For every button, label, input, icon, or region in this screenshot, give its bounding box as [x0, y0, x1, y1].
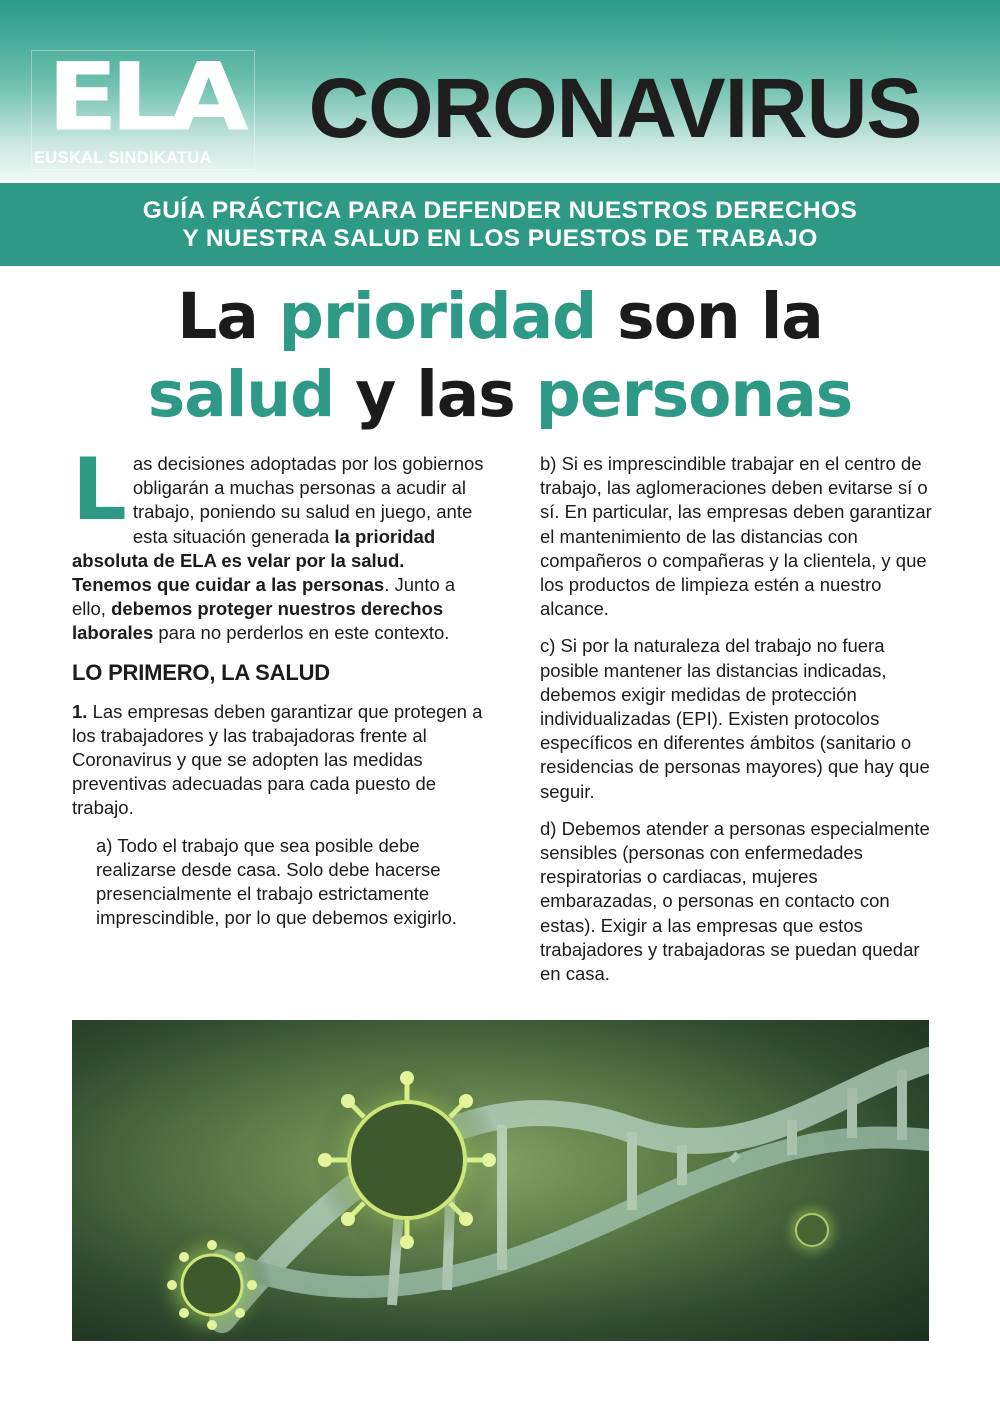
headline-word: son la: [596, 280, 823, 353]
banner-line-1: GUÍA PRÁCTICA PARA DEFENDER NUESTROS DERECHOS: [142, 197, 858, 224]
right-column: [540, 452, 932, 999]
intro-text: . Junto a ello,: [72, 574, 456, 620]
page-header: [0, 0, 1000, 183]
item-1-text: Las empresas deben garantizar que protegen a los trabajadores y las trabajadoras frente al Coronavirus y que se adopten las medidas preventivas adecuadas para cada puesto de trabajo.: [72, 700, 483, 819]
virus-icon: [312, 1065, 502, 1255]
intro-text: as decisiones adoptadas por los gobiernos obligarán a muchas personas a acudir al trabajo, poniendo su salud en juego, ante esta situación generada: [132, 453, 484, 547]
section-heading: LO PRIMERO, LA SALUD: [72, 659, 330, 685]
item-a-paragraph: a) Todo el trabajo que sea posible debe realizarse desde casa. Solo debe hacerse presencialmente el trabajo estrictamente imprescindible, por lo que debemos exigirlo.: [96, 834, 457, 929]
headline-highlight: salud: [147, 358, 335, 431]
intro-text: para no perderlos en este contexto.: [153, 622, 450, 644]
item-number: 1.: [72, 700, 88, 722]
intro-bold: debemos proteger nuestros derechos laborales: [72, 598, 444, 644]
logo-subtitle: EUSKAL SINDIKATUA: [34, 149, 212, 167]
intro-bold: la prioridad absoluta de ELA es velar por la salud. Tenemos que cuidar a las personas: [72, 525, 436, 596]
item-1-paragraph: [72, 700, 487, 821]
virus-icon: [152, 1225, 272, 1341]
headline: [0, 278, 1000, 434]
photo-illustration: [72, 1020, 929, 1341]
ela-logo: [31, 42, 255, 170]
virus-icon: [778, 1196, 846, 1264]
headline-word: y las: [334, 358, 536, 431]
headline-line-2: [0, 356, 1000, 434]
virus-dna-photo: [72, 1020, 929, 1341]
item-b-paragraph: b) Si es imprescindible trabajar en el centro de trabajo, las aglomeraciones deben evitarse sí o sí. En particular, las empresas deben garantizar el mantenimiento de las distancias con compañeros o compañeras y la clientela, y que los productos de limpieza estén a nuestro alcance.: [540, 453, 932, 620]
headline-highlight: prioridad: [278, 280, 597, 353]
left-column: [72, 440, 487, 943]
intro-paragraph: [72, 440, 487, 646]
subtitle-banner: [0, 183, 1000, 266]
headline-line-1: [0, 278, 1000, 356]
banner-line-2: Y NUESTRA SALUD EN LOS PUESTOS DE TRABAJO: [182, 225, 818, 252]
headline-word: La: [177, 280, 279, 353]
logo-text: ELA: [47, 42, 241, 152]
page-title: CORONAVIRUS: [308, 61, 922, 155]
item-d-paragraph: d) Debemos atender a personas especialmente sensibles (personas con enfermedades respiratorias o cardiacas, mujeres embarazadas, o personas en contacto con estas). Exigir a las empresas que estos trabajadores y trabajadoras se puedan quedar en casa.: [540, 817, 930, 985]
item-c-paragraph: c) Si por la naturaleza del trabajo no fuera posible mantener las distancias indicadas, debemos exigir medidas de protección individualizadas (EPI). Existen protocolos específicos en diferentes ámbitos (sanitario o residencias de personas mayores) que hay que seguir.: [540, 635, 930, 802]
headline-highlight: personas: [535, 358, 853, 431]
drop-cap: L: [72, 440, 127, 540]
